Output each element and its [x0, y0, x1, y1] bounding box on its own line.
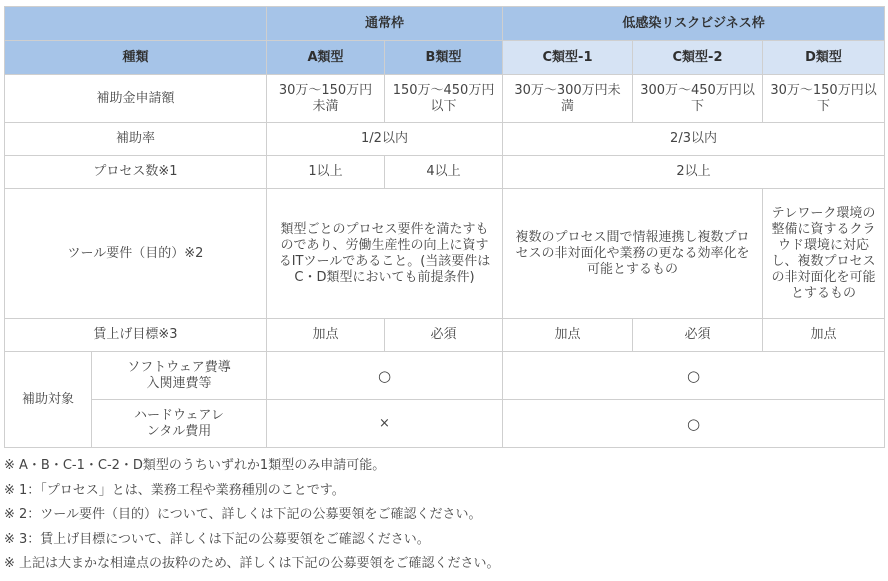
footnote-line: ※ 上記は大まかな相違点の抜粋のため、詳しくは下記の公募要領をご確認ください。: [4, 556, 500, 571]
row-label-hardware: ハードウェアレンタル費用: [92, 400, 267, 448]
header-type-d: D類型: [763, 41, 885, 75]
header-type-b: B類型: [385, 41, 503, 75]
row-label-process-count: プロセス数※1: [5, 156, 267, 189]
cell-process-a: 1以上: [267, 156, 385, 189]
row-label-wage-target: 賃上げ目標※3: [5, 319, 267, 352]
cell-hardware-normal: ×: [267, 400, 503, 448]
row-label-tool-requirement: ツール要件（目的）※2: [5, 189, 267, 319]
row-label-subsidy-target: 補助対象: [5, 352, 92, 448]
cell-amount-c1: 30万～300万円未満: [503, 75, 633, 123]
cell-wage-c2: 必須: [633, 319, 763, 352]
cell-rate-low-infection: 2/3以内: [503, 123, 885, 156]
cell-amount-d: 30万～150万円以下: [763, 75, 885, 123]
header-type-c2: C類型-2: [633, 41, 763, 75]
cell-wage-a: 加点: [267, 319, 385, 352]
cell-software-normal: ○: [267, 352, 503, 400]
header-normal-frame: 通常枠: [267, 7, 503, 41]
footnote-line: ※ 1：「プロセス」とは、業務工程や業務種別のことです。: [4, 482, 345, 498]
cell-tool-c: 複数のプロセス間で情報連携し複数プロセスの非対面化や業務の更なる効率化を可能とするもの: [503, 189, 763, 319]
row-subsidy-amount: [5, 75, 885, 123]
header-type-a: A類型: [267, 41, 385, 75]
row-target-software: [5, 352, 885, 400]
header-type-row: [5, 41, 885, 75]
row-label-subsidy-rate: 補助率: [5, 123, 267, 156]
cell-rate-normal: 1/2以内: [267, 123, 503, 156]
cell-wage-b: 必須: [385, 319, 503, 352]
header-low-infection-frame: 低感染リスクビジネス枠: [503, 7, 885, 41]
cell-amount-c2: 300万～450万円以下: [633, 75, 763, 123]
cell-tool-normal: 類型ごとのプロセス要件を満たすものであり、労働生産性の向上に資するITツールであること。(当該要件はC・D類型においても前提条件): [267, 189, 503, 319]
cell-wage-c1: 加点: [503, 319, 633, 352]
cell-wage-d: 加点: [763, 319, 885, 352]
cell-process-b: 4以上: [385, 156, 503, 189]
cell-software-low-infection: ○: [503, 352, 885, 400]
header-group-row: [5, 7, 885, 41]
row-process-count: [5, 156, 885, 189]
header-type-c1: C類型-1: [503, 41, 633, 75]
header-blank-cell: [5, 7, 267, 41]
cell-amount-a: 30万～150万円未満: [267, 75, 385, 123]
cell-hardware-low-infection: ○: [503, 400, 885, 448]
header-kind: 種類: [5, 41, 267, 75]
row-label-subsidy-amount: 補助金申請額: [5, 75, 267, 123]
cell-tool-d: テレワーク環境の整備に資するクラウド環境に対応し、複数プロセスの非対面化を可能とするもの: [763, 189, 885, 319]
row-label-software: ソフトウェア費導入関連費等: [92, 352, 267, 400]
cell-process-low-infection: 2以上: [503, 156, 885, 189]
footnote-line: ※ 3：賃上げ目標について、詳しくは下記の公募要領をご確認ください。: [4, 531, 430, 547]
footnote-line: ※ A・B・C-1・C-2・D類型のうちいずれか1類型のみ申請可能。: [4, 458, 386, 473]
cell-amount-b: 150万～450万円以下: [385, 75, 503, 123]
row-tool-requirement: [5, 189, 885, 319]
row-wage-target: [5, 319, 885, 352]
footnote-line: ※ 2：ツール要件（目的）について、詳しくは下記の公募要領をご確認ください。: [4, 507, 482, 522]
row-subsidy-rate: [5, 123, 885, 156]
footnotes: [4, 454, 500, 577]
comparison-table: [4, 6, 885, 448]
row-target-hardware: [5, 400, 885, 448]
